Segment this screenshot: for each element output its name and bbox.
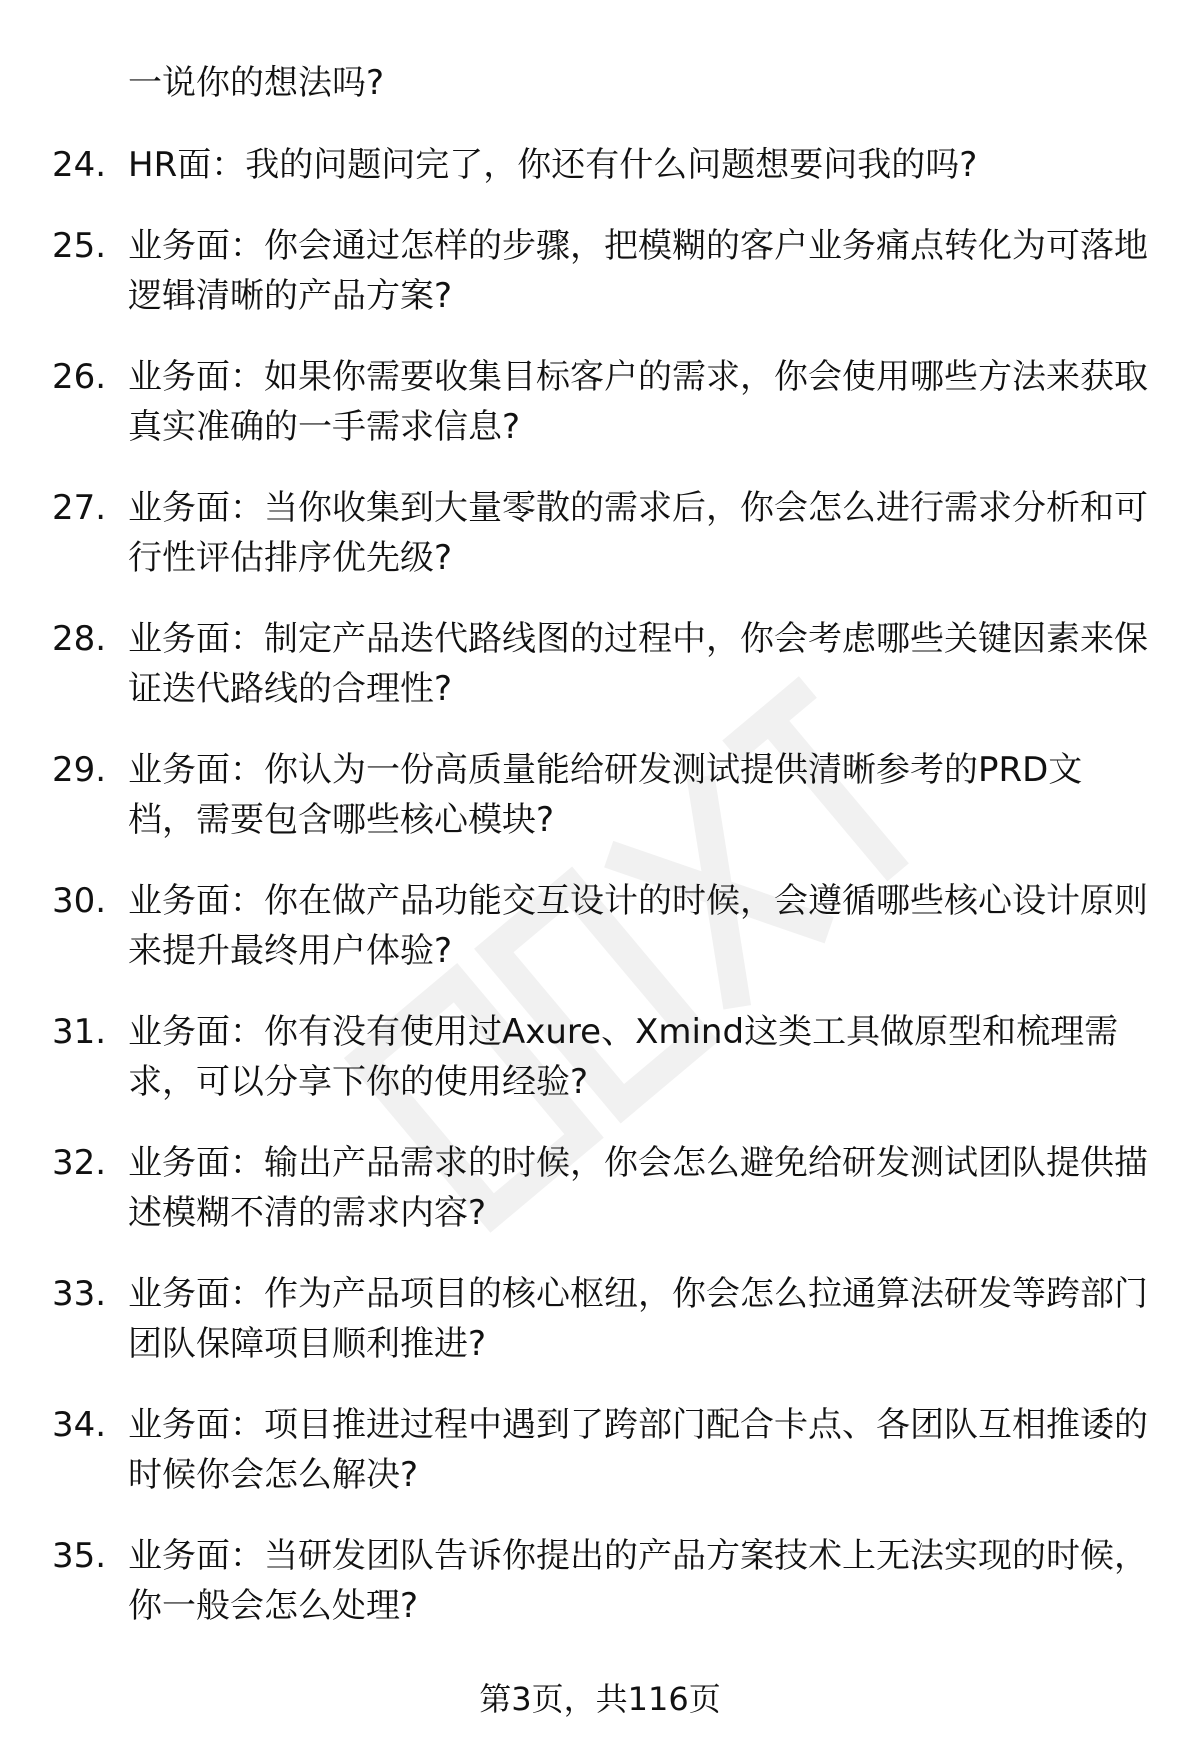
question-text: 业务面：如果你需要收集目标客户的需求，你会使用哪些方法来获取真实准确的一手需求信息? [128,357,1148,447]
question-number: 27. [52,488,107,528]
list-item [0,221,1148,321]
question-text: 业务面：项目推进过程中遇到了跨部门配合卡点、各团队互相推诿的时候你会怎么解决? [128,1405,1148,1495]
list-item [0,1400,1148,1500]
question-number: 25. [52,226,107,266]
question-list [0,140,1200,1662]
list-item [0,1531,1148,1631]
question-text: 业务面：你认为一份高质量能给研发测试提供清晰参考的PRD文档，需要包含哪些核心模块? [128,750,1083,840]
question-text: 业务面：你在做产品功能交互设计的时候，会遵循哪些核心设计原则来提升最终用户体验? [128,881,1148,971]
question-text: 业务面：制定产品迭代路线图的过程中，你会考虑哪些关键因素来保证迭代路线的合理性? [128,619,1148,709]
list-item [0,745,1148,845]
question-number: 33. [52,1274,107,1314]
question-text: 业务面：作为产品项目的核心枢纽，你会怎么拉通算法研发等跨部门团队保障项目顺利推进? [128,1274,1148,1364]
question-number: 34. [52,1405,107,1445]
list-item [0,1138,1148,1238]
question-number: 24. [52,145,107,185]
question-text: 业务面：输出产品需求的时候，你会怎么避免给研发测试团队提供描述模糊不清的需求内容? [128,1143,1148,1233]
page-number-footer: 第3页，共116页 [479,1680,721,1718]
question-number: 31. [52,1012,107,1052]
list-item [0,352,1148,452]
question-number: 35. [52,1536,107,1576]
list-item [0,1269,1148,1369]
list-item [0,614,1148,714]
question-text: 业务面：当你收集到大量零散的需求后，你会怎么进行需求分析和可行性评估排序优先级? [128,488,1148,578]
list-item [0,876,1148,976]
question-number: 26. [52,357,107,397]
question-number: 29. [52,750,107,790]
list-item [0,140,1148,190]
question-number: 32. [52,1143,107,1183]
continued-question-text: 一说你的想法吗? [128,63,385,103]
list-item [0,483,1148,583]
question-number: 30. [52,881,107,921]
question-text: HR面：我的问题问完了，你还有什么问题想要问我的吗? [128,145,978,185]
question-number: 28. [52,619,107,659]
question-text: 业务面：当研发团队告诉你提出的产品方案技术上无法实现的时候，你一般会怎么处理? [128,1536,1148,1626]
question-text: 业务面：你有没有使用过Axure、Xmind这类工具做原型和梳理需求，可以分享下你的使用经验? [128,1012,1119,1102]
question-text: 业务面：你会通过怎样的步骤，把模糊的客户业务痛点转化为可落地逻辑清晰的产品方案? [128,226,1148,316]
list-item [0,1007,1148,1107]
